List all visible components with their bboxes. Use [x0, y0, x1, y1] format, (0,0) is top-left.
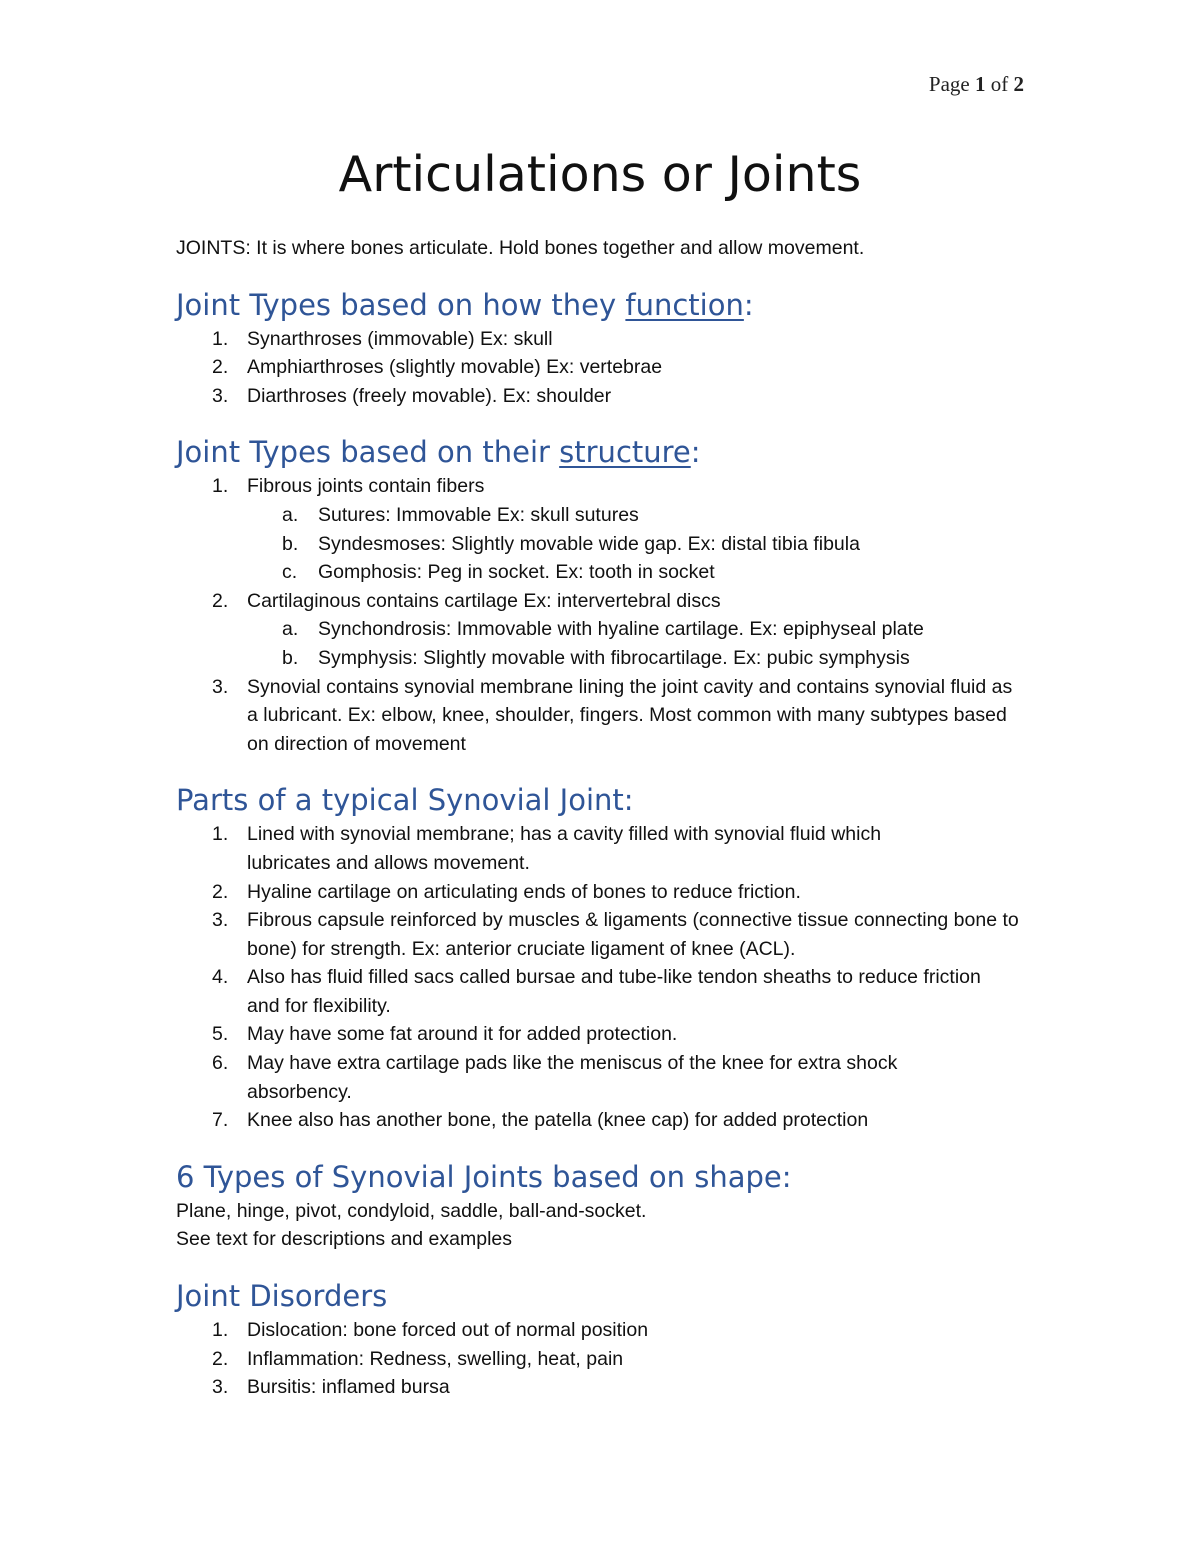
sub-list: [247, 501, 1036, 587]
section-heading-parts: Parts of a typical Synovial Joint:: [176, 783, 634, 818]
list-item: 2. Inflammation: Redness, swelling, heat, pain: [212, 1347, 624, 1370]
list-item: 3. Diarthroses (freely movable). Ex: shoulder: [212, 384, 612, 407]
list-item: 2. Amphiarthroses (slightly movable) Ex: vertebrae: [212, 356, 663, 379]
sub-list-item: a. Synchondrosis: Immovable with hyaline cartilage. Ex: epiphyseal plate: [282, 618, 924, 641]
function-list: [176, 325, 1036, 411]
sub-list-item: b. Syndesmoses: Slightly movable wide gap. Ex: distal tibia fibula: [282, 532, 860, 555]
structure-list: [176, 472, 1036, 758]
disorders-list: [176, 1316, 1036, 1402]
list-item: 6. May have extra cartilage pads like the meniscus of the knee for extra shock absorbency.: [212, 1052, 898, 1103]
list-item: 1. Dislocation: bone forced out of normal position: [212, 1319, 649, 1342]
list-item: 1. Synarthroses (immovable) Ex: skull: [212, 327, 553, 350]
document-title: Articulations or Joints: [338, 146, 862, 203]
list-item: 3. Fibrous capsule reinforced by muscles & ligaments (connective tissue connecting bone to bone) for strength. Ex: anterior cruciate ligament of knee (ACL).: [212, 909, 1019, 960]
document-body: [176, 234, 1036, 1402]
section-heading-structure: Joint Types based on their structure:: [176, 435, 701, 470]
page-prefix: Page: [928, 72, 970, 96]
sub-list: [247, 615, 1036, 672]
page-current: 1: [975, 72, 986, 96]
section-heading-shape: 6 Types of Synovial Joints based on shape:: [176, 1159, 792, 1194]
list-item: 3. Bursitis: inflamed bursa: [212, 1376, 450, 1399]
underlined-word-function: function: [625, 287, 744, 322]
list-item: 1. Lined with synovial membrane; has a cavity filled with synovial fluid which lubricates and allows movement.: [212, 823, 882, 874]
list-item: 7. Knee also has another bone, the patella (knee cap) for added protection: [212, 1109, 869, 1132]
page-of: of: [990, 72, 1009, 96]
shape-note-line: See text for descriptions and examples: [176, 1228, 513, 1251]
list-item: 1. Fibrous joints contain fibers a. Sutures: Immovable Ex: skull sutures b. Syndesmoses: Slightly movable wide gap. Ex: distal tibia fibula c. Gomphosis: Peg in socket. Ex: tooth in socket: [176, 472, 1036, 586]
page-number: [929, 72, 1024, 97]
list-item: 2. Hyaline cartilage on articulating ends of bones to reduce friction.: [212, 880, 801, 903]
parts-list: [176, 820, 1036, 1135]
sub-list-item: a. Sutures: Immovable Ex: skull sutures: [282, 503, 639, 526]
list-item: 2. Cartilaginous contains cartilage Ex: intervertebral discs a. Synchondrosis: Immovable with hyaline cartilage. Ex: epiphyseal plate b. Symphysis: Slightly movable with fibrocartilage. Ex: pubic symphysis: [176, 587, 1036, 673]
section-heading-function: Joint Types based on how they function:: [176, 287, 754, 322]
page-total: 2: [1013, 72, 1024, 96]
shape-types-line: Plane, hinge, pivot, condyloid, saddle, ball-and-socket.: [176, 1199, 647, 1222]
list-item: 4. Also has fluid filled sacs called bursae and tube-like tendon sheaths to reduce friction and for flexibility.: [212, 966, 981, 1017]
underlined-word-structure: structure: [559, 435, 691, 470]
section-heading-disorders: Joint Disorders: [176, 1279, 388, 1314]
sub-list-item: c. Gomphosis: Peg in socket. Ex: tooth in socket: [282, 561, 715, 584]
intro-paragraph: JOINTS: It is where bones articulate. Hold bones together and allow movement.: [176, 237, 865, 259]
list-item: 3. Synovial contains synovial membrane lining the joint cavity and contains synovial fluid as a lubricant. Ex: elbow, knee, shoulder, fingers. Most common with many subtypes based on direction of movement: [212, 675, 1013, 755]
list-item: 5. May have some fat around it for added protection.: [212, 1023, 678, 1046]
sub-list-item: b. Symphysis: Slightly movable with fibrocartilage. Ex: pubic symphysis: [282, 646, 910, 669]
